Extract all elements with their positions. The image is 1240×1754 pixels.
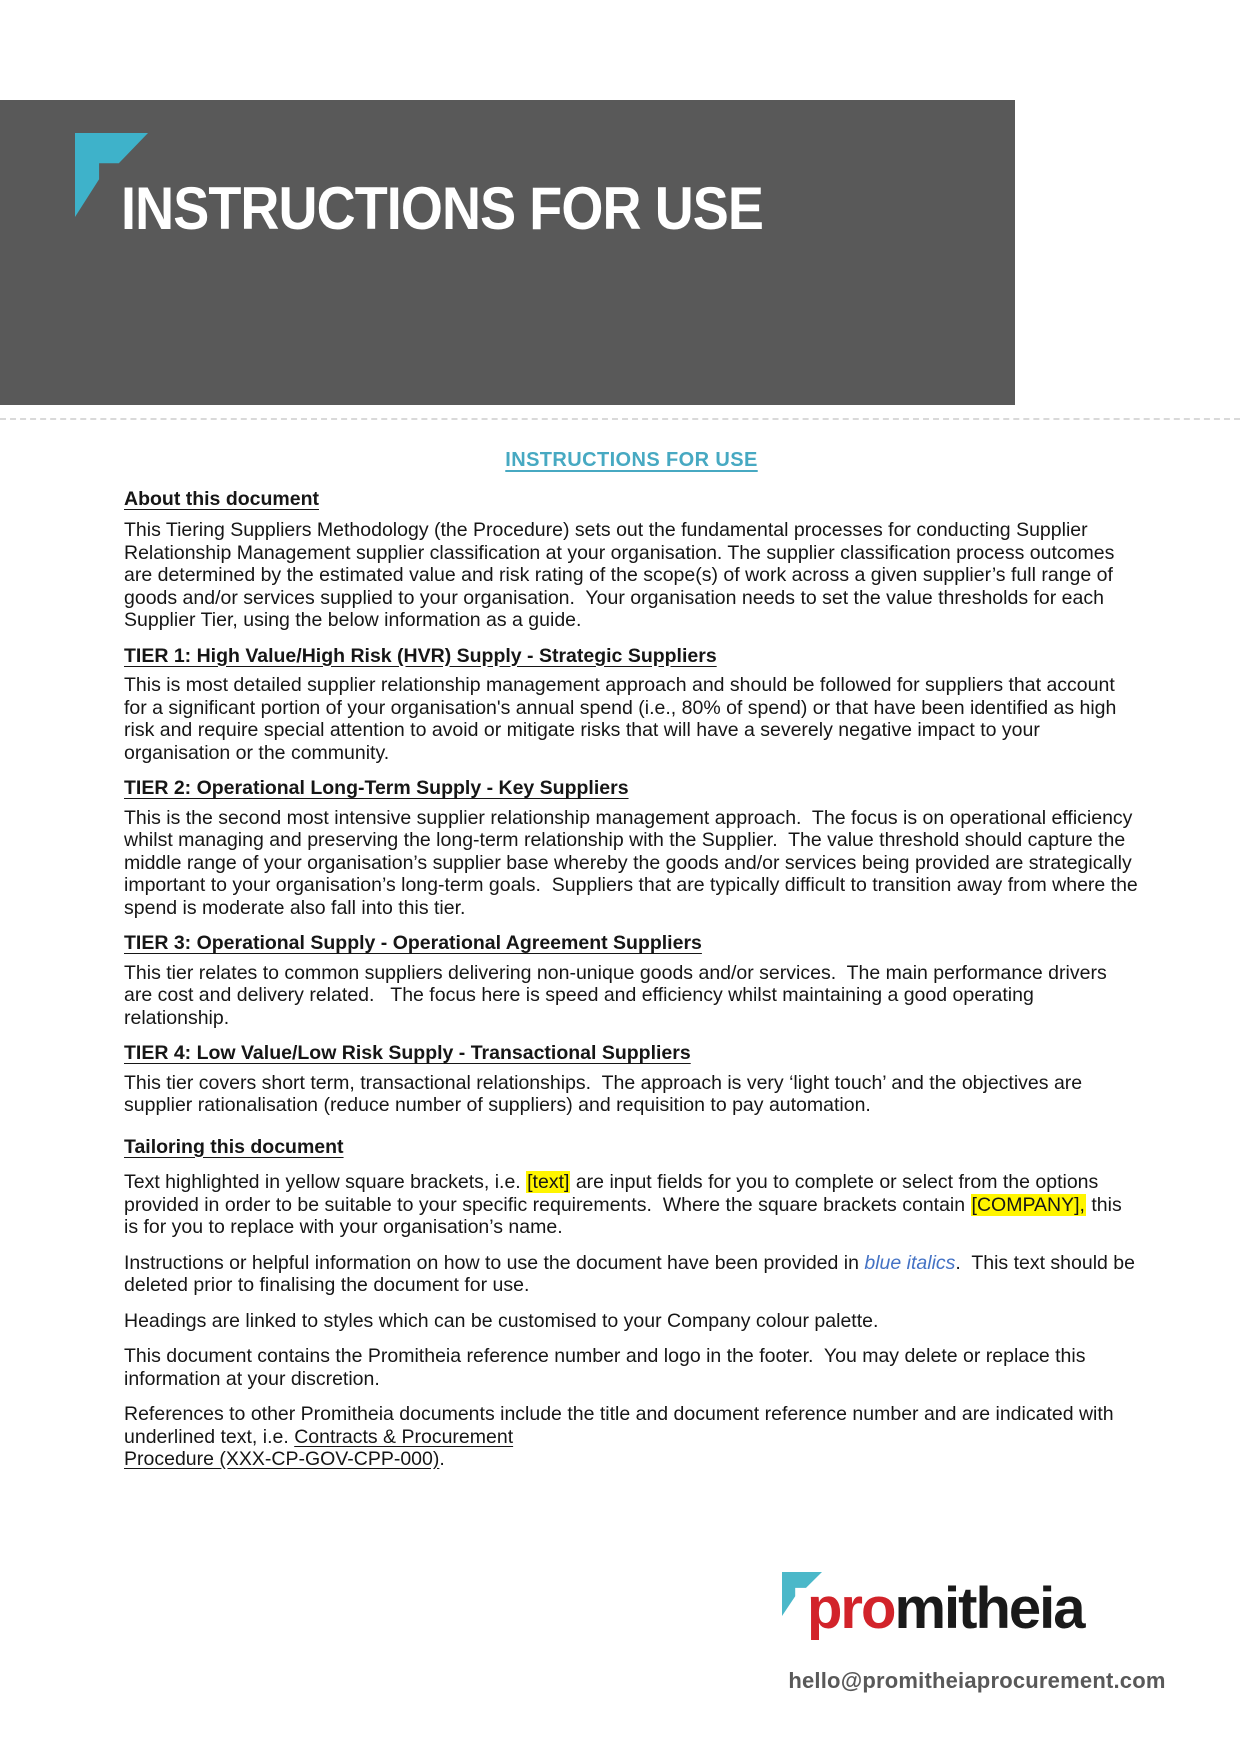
tailoring-p2-text-a: Instructions or helpful information on how to use the document have been provided in xyxy=(124,1251,865,1274)
references-period: . xyxy=(439,1448,445,1470)
tailoring-p1-text-b: are input fields for you to complete or select from the options provided in order to be suitable to your specific requirements. Where the square brackets contain xyxy=(124,1171,1104,1216)
about-heading: About this document xyxy=(124,487,319,510)
reference-doc-number: Procedure (XXX-CP-GOV-CPP-000) xyxy=(124,1448,440,1470)
tier2-heading: TIER 2: Operational Long-Term Supply - Key Suppliers xyxy=(124,777,629,799)
references-text: References to other Promitheia documents include the title and document reference number and are indicated with underlined text, i.e. xyxy=(124,1403,1120,1448)
tailoring-p1-text-c: this is for you to replace with your organisation’s name. xyxy=(124,1193,1128,1238)
footer-logo-block xyxy=(782,1570,1172,1694)
promitheia-logo xyxy=(782,1570,1172,1650)
logo-text-mitheia: mitheia xyxy=(894,1576,1084,1641)
references-paragraph xyxy=(124,1403,1139,1471)
tailoring-heading: Tailoring this document xyxy=(124,1135,344,1158)
about-paragraph: This Tiering Suppliers Methodology (the Procedure) sets out the fundamental processes for conducting Supplier Relationship Management supplier classification at your organisation. The supplier classification process outcomes are determined by the estimated value and risk rating of the scope(s) of work across a given supplier’s full range of goods and/or services supplied to your organisation. Your organisation needs to set the value thresholds for each Supplier Tier, using the below information as a guide. xyxy=(124,519,1120,631)
headings-styles-paragraph: Headings are linked to styles which can be customised to your Company colour palette. xyxy=(124,1309,879,1332)
highlighted-text-token: [text] xyxy=(527,1171,570,1193)
tier1-paragraph: This is most detailed supplier relationship management approach and should be followed for suppliers that account for a significant portion of your organisation's annual spend (i.e., 80% of spend) or that have been identified as high risk and require special attention to avoid or mitigate risks that will have a severely negative impact to your organisation or the community. xyxy=(124,674,1122,764)
highlighted-company-token: [COMPANY], xyxy=(971,1193,1085,1216)
tailoring-p1-text-a: Text highlighted in yellow square brackets, i.e. xyxy=(124,1171,527,1193)
tailoring-paragraph-1 xyxy=(124,1171,1139,1239)
title-banner xyxy=(0,100,1015,405)
footer-note-paragraph: This document contains the Promitheia reference number and logo in the footer. You may delete or replace this information at your discretion. xyxy=(124,1345,1091,1390)
footer-email: hello@promitheiaprocurement.com xyxy=(788,1668,1166,1693)
tier4-paragraph: This tier covers short term, transactional relationships. The approach is very ‘light touch’ and the objectives are supplier rationalisation (reduce number of suppliers) and requisition to pay automation. xyxy=(124,1071,1088,1116)
tier2-paragraph: This is the second most intensive supplier relationship management approach. The focus is on operational efficiency whilst managing and preserving the long-term relationship with the Supplier. The value threshold should capture the middle range of your organisation’s supplier base whereby the goods and/or services being provided are strategically important to your organisation’s long-term goals. Suppliers that are typically difficult to transition away from where the spend is moderate also fall into this tier. xyxy=(124,806,1144,919)
promitheia-wordmark xyxy=(807,1576,1084,1641)
logo-text-pro: pro xyxy=(807,1576,895,1641)
reference-doc-title: Contracts & Procurement xyxy=(294,1425,514,1448)
tier3-paragraph: This tier relates to common suppliers delivering non-unique goods and/or services. The main performance drivers are cost and delivery related. The focus here is speed and efficiency whilst maintaining a good operating relationship. xyxy=(124,961,1113,1029)
tailoring-paragraph-2 xyxy=(124,1252,1139,1297)
banner-title: INSTRUCTIONS FOR USE xyxy=(121,175,764,242)
tailoring-p2-text-b: . This text should be deleted prior to finalising the document for use. xyxy=(124,1251,1141,1296)
tier4-heading: TIER 4: Low Value/Low Risk Supply - Transactional Suppliers xyxy=(124,1042,691,1064)
tier3-heading: TIER 3: Operational Supply - Operational Agreement Suppliers xyxy=(124,932,702,954)
blue-italics-phrase: blue italics xyxy=(864,1251,956,1274)
document-body xyxy=(124,405,1144,1471)
tier1-heading: TIER 1: High Value/High Risk (HVR) Supply - Strategic Suppliers xyxy=(124,644,717,667)
page-title: INSTRUCTIONS FOR USE xyxy=(505,449,758,471)
